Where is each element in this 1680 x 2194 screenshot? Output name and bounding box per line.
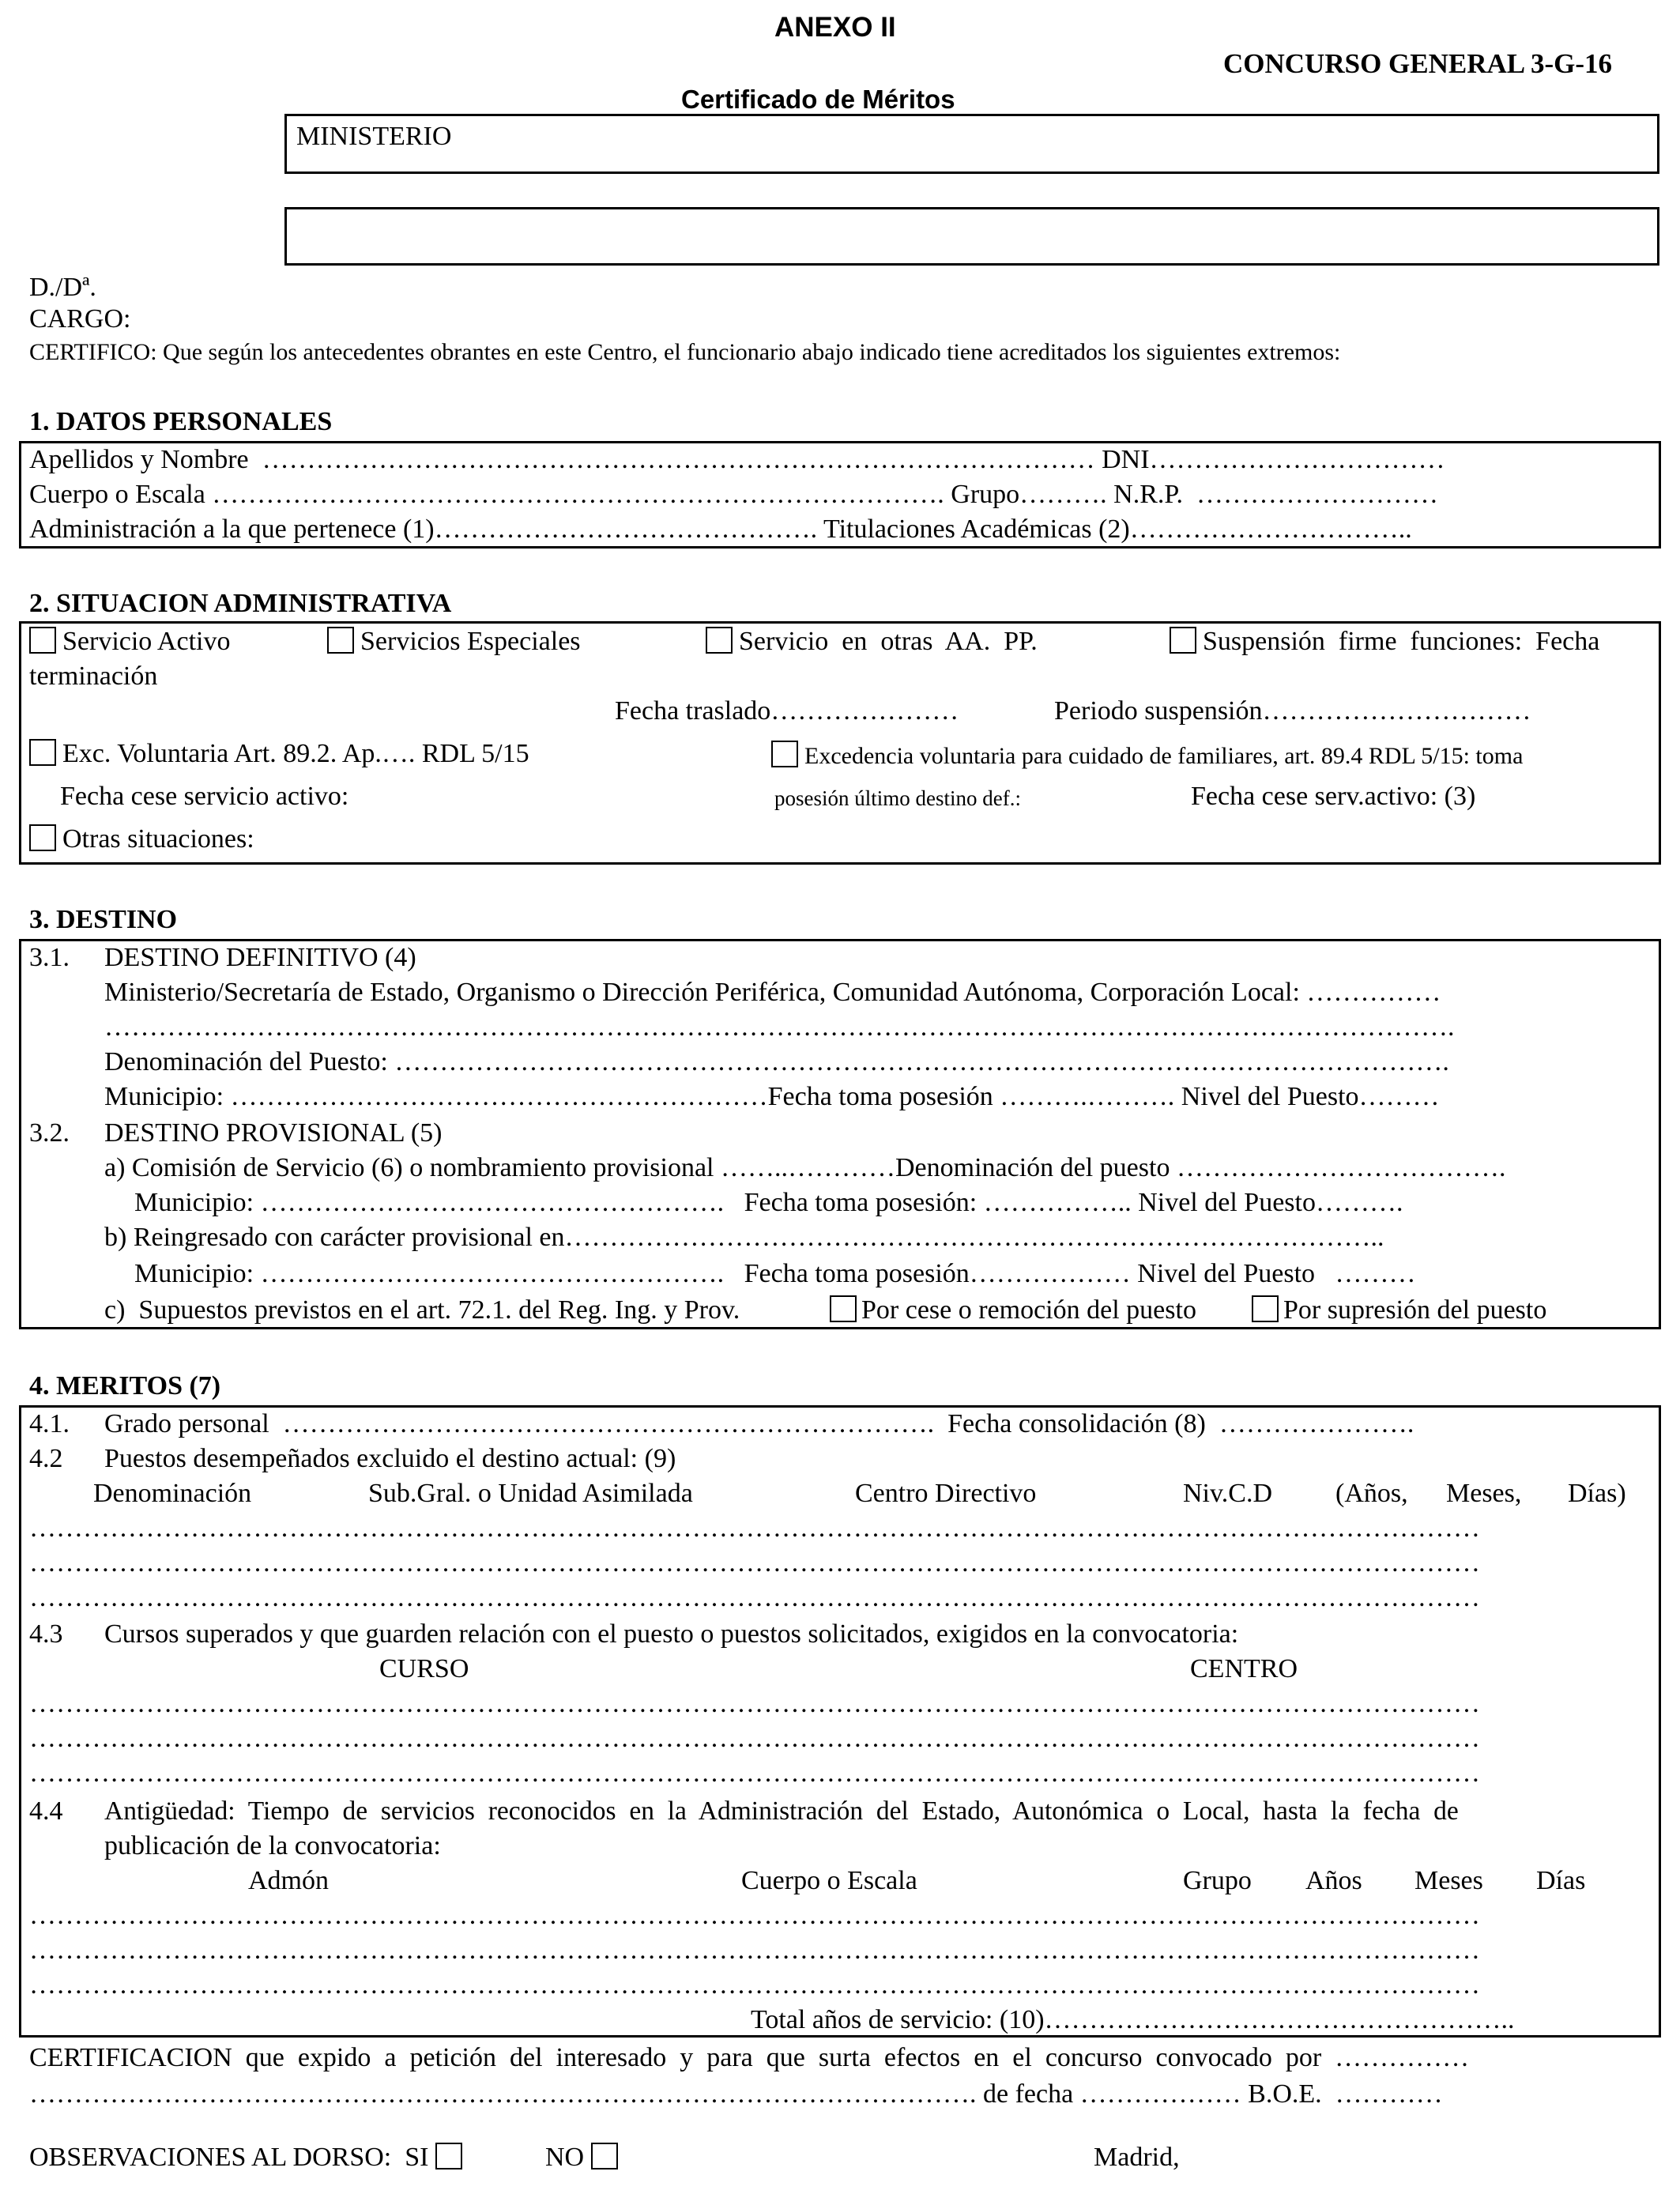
- fecha-cese-serv-activo: Fecha cese serv.activo: (3): [1191, 782, 1476, 811]
- opt-servicio-activo[interactable]: [29, 626, 230, 658]
- col-denominacion: Denominación: [93, 1479, 252, 1508]
- section-3-title: 3. DESTINO: [29, 905, 178, 934]
- posesion-ultimo-destino: posesión último destino def.:: [774, 786, 1021, 810]
- puestos-desempenados: Puestos desempeñados excluido el destino actual: (9): [104, 1444, 676, 1473]
- ministerio-label: MINISTERIO: [296, 122, 452, 151]
- destino-provisional-title: DESTINO PROVISIONAL (5): [104, 1118, 443, 1148]
- observaciones-label: OBSERVACIONES AL DORSO: SI: [29, 2143, 429, 2172]
- exc-cuidado-label: Excedencia voluntaria para cuidado de familiares, art. 89.4 RDL 5/15: toma: [804, 743, 1524, 769]
- s1-line-cuerpo: Cuerpo o Escala ………………………………………………………………………. Grupo………. N.R.P. ………………………: [29, 480, 1439, 509]
- s1-line-administracion: Administración a la que pertenece (1)……………………………………. Titulaciones Académicas (2)…………………………..: [29, 515, 1412, 544]
- servicio-activo-label: Servicio Activo: [62, 627, 231, 656]
- otras-aapp-label: Servicio en otras AA. PP.: [739, 627, 1038, 656]
- s4-3-number: 4.3: [29, 1619, 63, 1649]
- exc-voluntaria-checkbox[interactable]: [29, 739, 56, 766]
- col-dias: Días): [1568, 1479, 1626, 1508]
- supresion-checkbox[interactable]: [1252, 1295, 1279, 1322]
- antiguedad-line-dots-3[interactable]: ………………………………………………………………………………………………………………………………………………: [29, 1970, 1480, 2000]
- exc-voluntaria-label: Exc. Voluntaria Art. 89.2. Ap.…. RDL 5/15: [62, 739, 529, 768]
- col-dias-2: Días: [1536, 1866, 1586, 1895]
- col-anos: (Años,: [1335, 1479, 1408, 1508]
- concurso-code: CONCURSO GENERAL 3-G-16: [1223, 48, 1612, 79]
- opt-suspension[interactable]: [1170, 626, 1599, 658]
- si-checkbox[interactable]: [435, 2143, 462, 2169]
- fecha-traslado: Fecha traslado…………………: [615, 696, 959, 726]
- col-meses-2: Meses: [1414, 1866, 1483, 1895]
- section-1-title: 1. DATOS PERSONALES: [29, 407, 333, 436]
- suspension-checkbox[interactable]: [1170, 627, 1196, 654]
- destino-definitivo-title: DESTINO DEFINITIVO (4): [104, 943, 416, 972]
- opt-otras-aapp[interactable]: [706, 626, 1038, 658]
- no-checkbox[interactable]: [591, 2143, 618, 2169]
- supresion-label: Por supresión del puesto: [1283, 1295, 1547, 1325]
- col-meses: Meses,: [1446, 1479, 1522, 1508]
- otras-aapp-checkbox[interactable]: [706, 627, 733, 654]
- certificacion-line-2: ……………………………………………………………………………………………. de fecha ……………… B.O.E. …………: [29, 2079, 1443, 2109]
- opt-exc-cuidado[interactable]: [771, 740, 1523, 772]
- puestos-line-3[interactable]: ………………………………………………………………………………………………………………………………………………: [29, 1583, 1480, 1612]
- prov-reingresado-municipio: Municipio: ……………………………………………. Fecha toma posesión……………… Nivel del Puesto ………: [134, 1259, 1416, 1288]
- s3-2-number: 3.2.: [29, 1118, 70, 1148]
- destino-def-municipio: Municipio: ……………………………………………………Fecha toma posesión ……….………. Nivel del Puesto………: [104, 1082, 1440, 1111]
- dd-label: D./Dª.: [29, 273, 96, 302]
- antiguedad-line-1: Antigüedad: Tiempo de servicios reconocidos en la Administración del Estado, Autonómica o Local, hasta la fecha de: [104, 1796, 1459, 1826]
- servicios-especiales-label: Servicios Especiales: [360, 627, 581, 656]
- grado-personal: Grado personal ………………………………………………………………. Fecha consolidación (8) ………………….: [104, 1409, 1414, 1438]
- s3-1-number: 3.1.: [29, 943, 70, 972]
- document-title: Certificado de Méritos: [681, 85, 955, 114]
- cese-remocion-label: Por cese o remoción del puesto: [861, 1295, 1196, 1325]
- prov-supuestos: [104, 1295, 740, 1327]
- cese-remocion-checkbox[interactable]: [830, 1295, 857, 1322]
- total-anos-servicio: Total años de servicio: (10)……………………………………………..: [751, 2005, 1515, 2034]
- prov-comision-municipio: Municipio: ……………………………………………. Fecha toma posesión: …………….. Nivel del Puesto……….: [134, 1188, 1403, 1217]
- observaciones-no[interactable]: [545, 2142, 624, 2174]
- antiguedad-line-2: publicación de la convocatoria:: [104, 1831, 441, 1860]
- col-cuerpo-escala: Cuerpo o Escala: [741, 1866, 917, 1895]
- antiguedad-line-dots-1[interactable]: ………………………………………………………………………………………………………………………………………………: [29, 1901, 1480, 1930]
- certificacion-line-1: CERTIFICACION que expido a petición del interesado y para que surta efectos en el concurso convocado por ……………: [29, 2043, 1470, 2072]
- exc-cuidado-checkbox[interactable]: [771, 741, 798, 767]
- antiguedad-line-dots-2[interactable]: ………………………………………………………………………………………………………………………………………………: [29, 1936, 1480, 1965]
- servicios-especiales-checkbox[interactable]: [327, 627, 354, 654]
- col-curso: CURSO: [379, 1654, 469, 1683]
- observaciones-si[interactable]: [29, 2142, 469, 2174]
- section-2-title: 2. SITUACION ADMINISTRATIVA: [29, 589, 452, 618]
- prov-reingresado: b) Reingresado con carácter provisional en………………………………………………………………………………..: [104, 1223, 1384, 1252]
- cursos-line-2[interactable]: ………………………………………………………………………………………………………………………………………………: [29, 1724, 1480, 1753]
- ministerio-box[interactable]: [284, 114, 1659, 174]
- supuestos-label: c) Supuestos previstos en el art. 72.1. del Reg. Ing. y Prov.: [104, 1295, 740, 1325]
- opt-cese-remocion[interactable]: [830, 1295, 1196, 1327]
- anexo-title: ANEXO II: [774, 12, 896, 43]
- servicio-activo-checkbox[interactable]: [29, 627, 56, 654]
- no-label: NO: [545, 2143, 585, 2172]
- opt-supresion[interactable]: [1252, 1295, 1546, 1327]
- s4-4-number: 4.4: [29, 1796, 63, 1826]
- s4-1-number: 4.1.: [29, 1409, 70, 1438]
- fecha-cese-servicio: Fecha cese servicio activo:: [60, 782, 349, 811]
- unit-box[interactable]: [284, 207, 1659, 266]
- destino-def-denominacion: Denominación del Puesto: ……………………………………………………………………………………………………….: [104, 1047, 1449, 1076]
- otras-situaciones-checkbox[interactable]: [29, 824, 56, 851]
- opt-exc-voluntaria[interactable]: [29, 738, 529, 771]
- col-grupo: Grupo: [1183, 1866, 1252, 1895]
- col-centro: CENTRO: [1190, 1654, 1298, 1683]
- cargo-label: CARGO:: [29, 304, 131, 334]
- opt-otras-situaciones[interactable]: [29, 824, 254, 856]
- puestos-line-2[interactable]: ………………………………………………………………………………………………………………………………………………: [29, 1548, 1480, 1578]
- certifico-text: CERTIFICO: Que según los antecedentes obrantes en este Centro, el funcionario abajo indicado tiene acreditados los siguientes extremos:: [29, 339, 1341, 365]
- opt-servicios-especiales[interactable]: [327, 626, 581, 658]
- destino-def-dots: …………………………………………………………………………………………………………………………………….: [104, 1012, 1455, 1042]
- cursos-superados: Cursos superados y que guarden relación con el puesto o puestos solicitados, exigidos en la convocatoria:: [104, 1619, 1239, 1649]
- col-admon: Admón: [248, 1866, 329, 1895]
- col-niv-cd: Niv.C.D: [1183, 1479, 1273, 1508]
- s1-line-nombre: Apellidos y Nombre ………………………………………………………………………………… DNI……………………………: [29, 445, 1445, 474]
- section-4-title: 4. MERITOS (7): [29, 1371, 221, 1400]
- suspension-label: Suspensión firme funciones: Fecha: [1203, 627, 1600, 656]
- madrid-label: Madrid,: [1094, 2143, 1180, 2172]
- terminacion-label: terminación: [29, 662, 158, 691]
- destino-def-ministerio: Ministerio/Secretaría de Estado, Organismo o Dirección Periférica, Comunidad Autónoma, Corporación Local: ……………: [104, 978, 1441, 1007]
- cursos-line-3[interactable]: ………………………………………………………………………………………………………………………………………………: [29, 1759, 1480, 1788]
- s4-2-number: 4.2: [29, 1444, 63, 1473]
- col-subgral: Sub.Gral. o Unidad Asimilada: [368, 1479, 693, 1508]
- cursos-line-1[interactable]: ………………………………………………………………………………………………………………………………………………: [29, 1689, 1480, 1718]
- otras-situaciones-label: Otras situaciones:: [62, 824, 254, 854]
- prov-comision: a) Comisión de Servicio (6) o nombramiento provisional ……..…………Denominación del puesto ……………………………….: [104, 1153, 1506, 1182]
- col-centro-directivo: Centro Directivo: [855, 1479, 1037, 1508]
- puestos-line-1[interactable]: ………………………………………………………………………………………………………………………………………………: [29, 1514, 1480, 1543]
- col-anos-2: Años: [1305, 1866, 1362, 1895]
- periodo-suspension: Periodo suspensión…………………………: [1054, 696, 1531, 726]
